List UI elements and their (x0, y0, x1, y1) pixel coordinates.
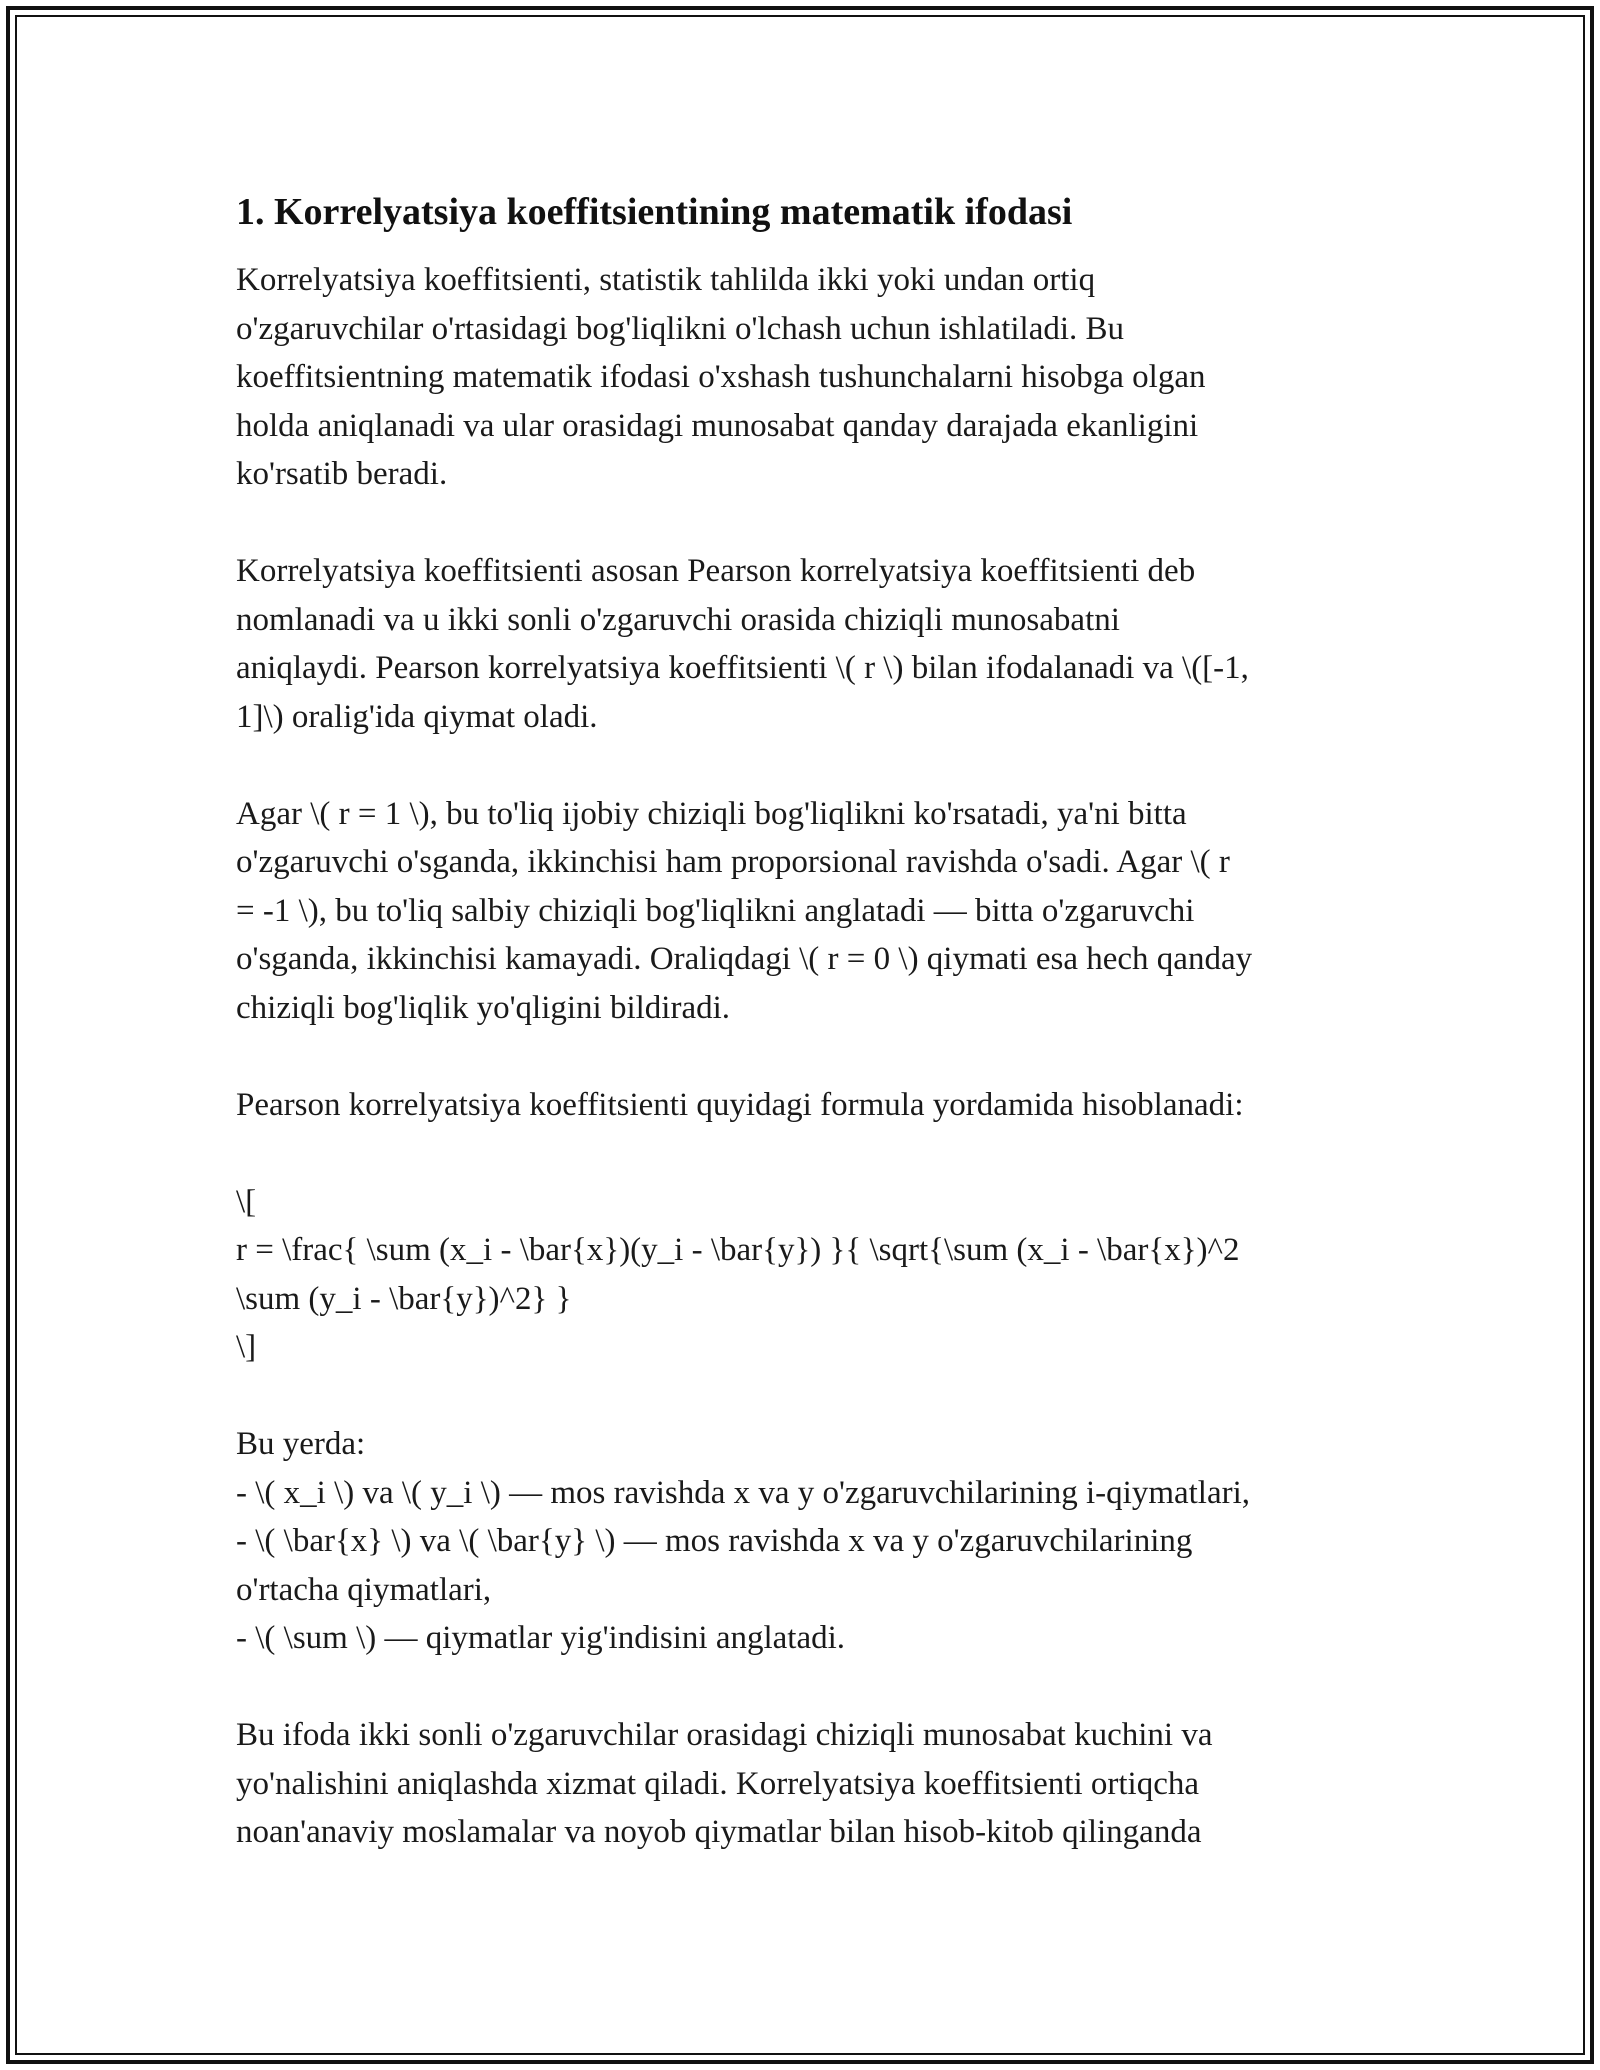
paragraph-conclusion (236, 1711, 1386, 1857)
text-line: Pearson korrelyatsiya koeffitsienti quyidagi formula yordamida hisoblanadi: (236, 1086, 1244, 1123)
text-line: o'zgaruvchilar o'rtasidagi bog'liqlikni o'lchash uchun ishlatiladi. Bu (236, 310, 1125, 347)
text-line: chiziqli bog'liqlik yo'qligini bildiradi. (236, 989, 731, 1026)
formula-line: \sum (y_i - \bar{y})^2} } (236, 1280, 572, 1317)
text-line: Bu ifoda ikki sonli o'zgaruvchilar orasidagi chiziqli munosabat kuchini va (236, 1717, 1213, 1753)
text-line: o'zgaruvchi o'sganda, ikkinchisi ham proporsional ravishda o'sadi. Agar \( r (236, 844, 1230, 880)
text-line: Korrelyatsiya koeffitsienti, statistik tahlilda ikki yoki undan ortiq (236, 262, 1096, 298)
formula-line: \[ (236, 1183, 257, 1220)
section-heading: 1. Korrelyatsiya koeffitsientining matematik ifodasi (236, 191, 1073, 233)
text-line: noan'anaviy moslamalar va noyob qiymatlar bilan hisob-kitob qilinganda (236, 1814, 1202, 1850)
text-line: = -1 \), bu to'liq salbiy chiziqli bog'liqlikni anglatadi — bitta o'zgaruvchi (236, 892, 1195, 929)
text-line: Agar \( r = 1 \), bu to'liq ijobiy chiziqli bog'liqlikni ko'rsatadi, ya'ni bitta (236, 795, 1187, 832)
text-line: o'sganda, ikkinchisi kamayadi. Oraliqdagi \( r = 0 \) qiymati esa hech qanday (236, 941, 1253, 977)
formula-line: \] (236, 1329, 257, 1365)
definition-item: - \( \sum \) — qiymatlar yig'indisini anglatadi. (236, 1620, 846, 1656)
text-line: koeffitsientning matematik ifodasi o'xshash tushunchalarni hisobga olgan (236, 359, 1206, 395)
paragraph-definitions (236, 1420, 1386, 1663)
paragraph-pearson (236, 547, 1386, 741)
text-line: ko'rsatib beradi. (236, 456, 448, 492)
definition-item: - \( x_i \) va \( y_i \) — mos ravishda x va y o'zgaruvchilarining i-qiymatlari, (236, 1474, 1251, 1511)
document-body (236, 186, 1386, 1905)
paragraph-intro (236, 256, 1386, 499)
definition-item: - \( \bar{x} \) va \( \bar{y} \) — mos ravishda x va y o'zgaruvchilarining (236, 1523, 1193, 1559)
text-line: aniqlaydi. Pearson korrelyatsiya koeffitsienti \( r \) bilan ifodalanadi va \([-1, (236, 650, 1249, 686)
text-line: Bu yerda: (236, 1426, 366, 1462)
paragraph-interpretation (236, 790, 1386, 1033)
text-line: Korrelyatsiya koeffitsienti asosan Pearson korrelyatsiya koeffitsienti deb (236, 553, 1196, 589)
formula-line: r = \frac{ \sum (x_i - \bar{x})(y_i - \bar{y}) }{ \sqrt{\sum (x_i - \bar{x})^2 (236, 1232, 1240, 1268)
text-line: o'rtacha qiymatlari, (236, 1571, 492, 1608)
text-line: nomlanadi va u ikki sonli o'zgaruvchi orasida chiziqli munosabatni (236, 601, 1120, 638)
paragraph-formula-intro (236, 1081, 1386, 1130)
text-line: 1]\) oralig'ida qiymat oladi. (236, 698, 598, 735)
text-line: holda aniqlanadi va ular orasidagi munosabat qanday darajada ekanligini (236, 407, 1199, 444)
text-line: yo'nalishini aniqlashda xizmat qiladi. Korrelyatsiya koeffitsienti ortiqcha (236, 1765, 1200, 1802)
formula-block (236, 1178, 1386, 1372)
